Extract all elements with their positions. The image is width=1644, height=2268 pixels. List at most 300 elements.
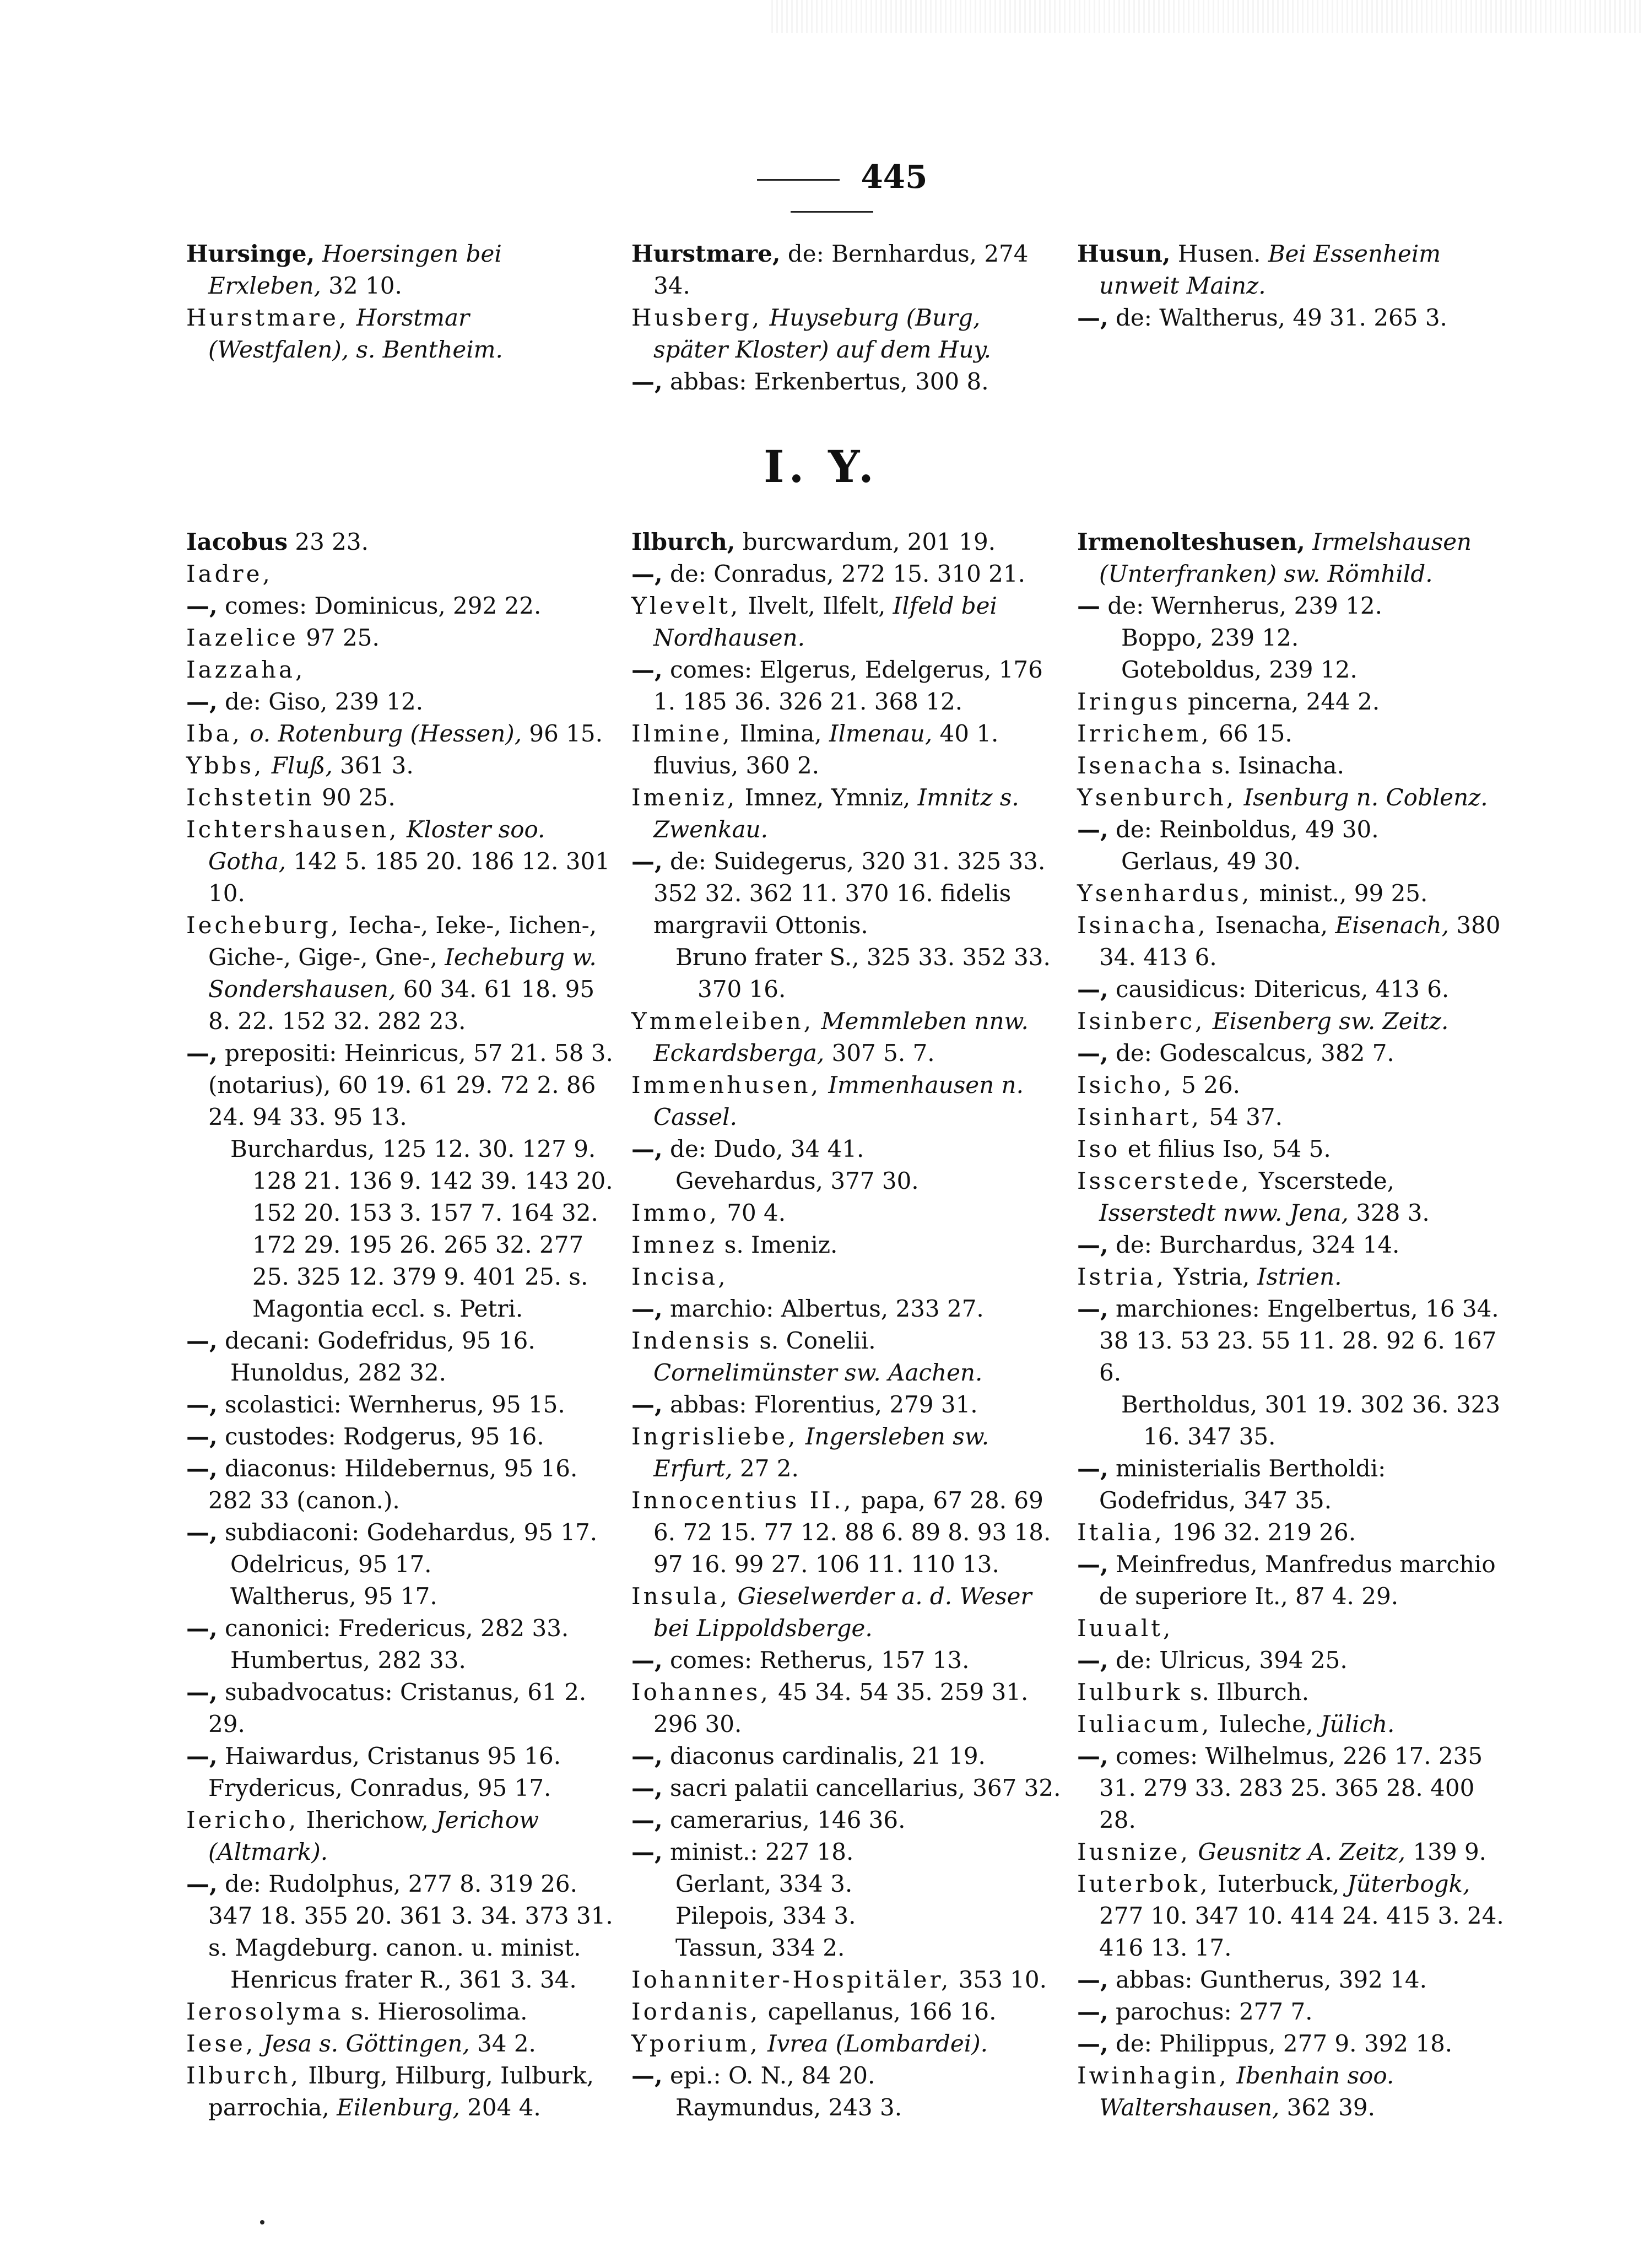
index-entry xyxy=(186,750,616,782)
index-entry xyxy=(631,1005,1061,1069)
entry-references: Haiwardus, Cristanus 95 16. Frydericus, Conradus, 95 17. xyxy=(208,1742,561,1801)
index-entry xyxy=(631,1133,1061,1165)
index-entry xyxy=(631,654,1061,718)
entry-references: Hoersingen bei Erxleben, 32 10. xyxy=(208,240,502,299)
entry-headword: —, xyxy=(1077,1040,1108,1067)
entry-references: abbas: Guntherus, 392 14. xyxy=(1108,1966,1427,1993)
index-entry xyxy=(186,1868,616,1964)
entry-headword: —, xyxy=(186,1615,218,1642)
entry-references: Goteboldus, 239 12. xyxy=(1121,656,1358,683)
entry-references: Burchardus, 125 12. 30. 127 9. 128 21. 136 9. 142 39. 143 20. 152 20. 153 3. 157 7. 164 32. 172 29. 195 26. 265 32. 277 25. 325 12. 379 9. 401 25. s. Magontia eccl. s. Petri. xyxy=(230,1135,613,1322)
entry-references: s. Imeniz. xyxy=(717,1231,838,1258)
entry-headword: Husberg, xyxy=(631,304,762,331)
entry-headword: Iadre, xyxy=(186,560,273,587)
entry-references: de: Philippus, 277 9. 392 18. xyxy=(1108,2030,1453,2057)
index-entry xyxy=(1077,238,1507,302)
entry-references: et filius Iso, 54 5. xyxy=(1120,1135,1331,1162)
entry-references: s. Isinacha. xyxy=(1204,752,1344,779)
index-entry xyxy=(186,622,616,654)
entry-headword: Iordanis, xyxy=(631,1998,761,2025)
entry-headword: —, xyxy=(631,560,663,587)
entry-headword: —, xyxy=(631,368,663,395)
index-subentry xyxy=(1077,846,1507,878)
entry-headword: —, xyxy=(1077,1295,1108,1322)
entry-headword: Ylevelt, xyxy=(631,592,741,619)
entry-headword: Isinacha, xyxy=(1077,912,1208,939)
entry-headword: —, xyxy=(186,592,218,619)
entry-references: de: Suidegerus, 320 31. 325 33. 352 32. 362 11. 370 16. fidelis margravii Ottonis. xyxy=(653,848,1046,939)
entry-references: Boppo, 239 12. xyxy=(1121,624,1299,651)
entry-references: epi.: O. N., 84 20. xyxy=(662,2062,875,2089)
index-entry xyxy=(1077,1261,1507,1293)
index-entry xyxy=(186,590,616,622)
entry-references: scolastici: Wernherus, 95 15. xyxy=(217,1391,565,1418)
index-entry xyxy=(1077,302,1507,334)
index-entry xyxy=(186,1740,616,1804)
entry-headword: Ichtershausen, xyxy=(186,816,399,843)
entry-references: de: Burchardus, 324 14. xyxy=(1108,1231,1400,1258)
stray-mark xyxy=(260,2220,264,2224)
index-entry xyxy=(1077,1293,1507,1389)
entry-headword: Iso xyxy=(1077,1135,1121,1162)
entry-headword: —, xyxy=(631,1391,663,1418)
entry-references: 5 26. xyxy=(1173,1071,1241,1098)
entry-headword: Ilburch, xyxy=(631,528,736,555)
index-subentry xyxy=(186,1964,616,1996)
entry-references: Yscerstede, Isserstedt nww. Jena, 328 3. xyxy=(1099,1167,1430,1226)
index-entry xyxy=(1077,1549,1507,1612)
entry-references: Tassun, 334 2. xyxy=(675,1934,845,1961)
entry-references: 90 25. xyxy=(314,784,396,811)
entry-headword: Iusnize, xyxy=(1077,1838,1191,1865)
index-subentry xyxy=(186,1644,616,1676)
entry-references: de: Waltherus, 49 31. 265 3. xyxy=(1108,304,1447,331)
entry-headword: —, xyxy=(186,1870,218,1897)
entry-headword: Irrichem, xyxy=(1077,720,1212,747)
index-entry xyxy=(631,846,1061,941)
index-entry xyxy=(631,526,1061,558)
entry-references: abbas: Florentius, 279 31. xyxy=(662,1391,978,1418)
entry-references: Ilmina, Ilmenau, 40 1. fluvius, 360 2. xyxy=(653,720,999,779)
index-entry xyxy=(1077,814,1507,846)
entry-references: de: Godescalcus, 382 7. xyxy=(1108,1040,1394,1067)
entry-headword: —, xyxy=(186,1519,218,1546)
entry-headword: —, xyxy=(1077,1231,1108,1258)
entry-references: Iuleche, Jülich. xyxy=(1212,1711,1395,1737)
entry-references: canonici: Fredericus, 282 33. xyxy=(217,1615,569,1642)
index-entry xyxy=(1077,878,1507,910)
index-entry xyxy=(631,1836,1061,1868)
entry-references: Jesa s. Göttingen, 34 2. xyxy=(263,2030,536,2057)
entry-references: Raymundus, 243 3. xyxy=(675,2094,902,2121)
entry-headword: —, xyxy=(1077,304,1108,331)
page-number-left-rule xyxy=(757,179,840,181)
entry-references: Pilepois, 334 3. xyxy=(675,1902,856,1929)
entry-references: Gerlant, 334 3. xyxy=(675,1870,853,1897)
index-entry xyxy=(1077,910,1507,973)
entry-headword: —, xyxy=(186,1327,218,1354)
index-entry xyxy=(631,1740,1061,1772)
index-entry xyxy=(186,302,616,366)
index-entry xyxy=(186,718,616,750)
entry-references: de: Conradus, 272 15. 310 21. xyxy=(662,560,1025,587)
index-entry xyxy=(186,1421,616,1453)
entry-references: Henricus frater R., 361 3. 34. xyxy=(230,1966,577,1993)
index-entry xyxy=(631,1580,1061,1644)
entry-headword: Iericho, xyxy=(186,1806,299,1833)
entry-headword: —, xyxy=(631,848,663,875)
index-entry xyxy=(186,1804,616,1868)
index-entry xyxy=(1077,2060,1507,2124)
entry-references: subadvocatus: Cristanus, 61 2. 29. xyxy=(208,1679,587,1737)
entry-references: 45 34. 54 35. 259 31. 296 30. xyxy=(653,1679,1029,1737)
entry-headword: —, xyxy=(1077,1551,1108,1578)
entry-references: Isenburg n. Coblenz. xyxy=(1243,784,1488,811)
index-entry xyxy=(186,782,616,814)
entry-headword: —, xyxy=(631,1135,663,1162)
index-column-3 xyxy=(1077,526,1507,2124)
entry-headword: —, xyxy=(1077,1966,1108,1993)
entry-headword: —, xyxy=(631,1647,663,1674)
entry-references: minist., 99 25. xyxy=(1252,880,1428,907)
entry-references: s. Conelii. Cornelimünster sw. Aachen. xyxy=(653,1327,983,1386)
entry-references: capellanus, 166 16. xyxy=(760,1998,997,2025)
entry-headword: —, xyxy=(631,656,663,683)
entry-headword: Italia, xyxy=(1077,1519,1165,1546)
index-subentry xyxy=(186,1357,616,1389)
entry-headword: —, xyxy=(186,1742,218,1769)
entry-headword: Immenhusen, xyxy=(631,1071,821,1098)
entry-references: de: Ulricus, 394 25. xyxy=(1108,1647,1348,1674)
index-entry xyxy=(1077,1101,1507,1133)
entry-references: camerarius, 146 36. xyxy=(662,1806,906,1833)
index-entry xyxy=(1077,973,1507,1005)
entry-headword: —, xyxy=(1077,1742,1108,1769)
index-entry xyxy=(631,2060,1061,2092)
entry-headword: —, xyxy=(631,1774,663,1801)
index-entry xyxy=(186,1453,616,1517)
index-entry xyxy=(1077,686,1507,718)
index-entry xyxy=(1077,1708,1507,1740)
entry-references: 70 4. xyxy=(719,1199,786,1226)
entry-references: 97 25. xyxy=(298,624,380,651)
index-entry xyxy=(631,366,1061,398)
index-entry xyxy=(631,1261,1061,1293)
entry-references: parochus: 277 7. xyxy=(1108,1998,1313,2025)
entry-headword: Iringus xyxy=(1077,688,1181,715)
index-entry xyxy=(186,1517,616,1549)
index-entry xyxy=(1077,718,1507,750)
index-entry xyxy=(186,1389,616,1421)
entry-references: sacri palatii cancellarius, 367 32. xyxy=(662,1774,1061,1801)
entry-references: comes: Dominicus, 292 22. xyxy=(217,592,542,619)
index-entry xyxy=(1077,1612,1507,1644)
entry-headword: Ierosolyma xyxy=(186,1998,344,2025)
entry-headword: Incisa, xyxy=(631,1263,728,1290)
entry-headword: Hursinge, xyxy=(186,240,315,267)
entry-references: Immenhausen n. Cassel. xyxy=(653,1071,1024,1130)
entry-headword: —, xyxy=(1077,1647,1108,1674)
index-entry xyxy=(186,1676,616,1740)
entry-headword: Isenacha xyxy=(1077,752,1204,779)
index-subentry xyxy=(631,1868,1061,1900)
entry-references: subdiaconi: Godehardus, 95 17. xyxy=(217,1519,598,1546)
index-entry xyxy=(631,238,1061,302)
entry-headword: Imnez xyxy=(631,1231,717,1258)
entry-headword: Ysenhardus, xyxy=(1077,880,1252,907)
index-entry xyxy=(631,2028,1061,2060)
entry-references: de: Dudo, 34 41. xyxy=(662,1135,864,1162)
entry-headword: Iulburk xyxy=(1077,1679,1183,1706)
entry-references: pincerna, 244 2. xyxy=(1180,688,1380,715)
entry-references: s. Hierosolima. xyxy=(343,1998,528,2025)
entry-headword: —, xyxy=(1077,2030,1108,2057)
entry-headword: Iuterbok, xyxy=(1077,1870,1210,1897)
index-entry xyxy=(631,558,1061,590)
index-entry xyxy=(631,1325,1061,1389)
entry-references: Ivrea (Lombardei). xyxy=(767,2030,988,2057)
entry-references: de: Wernherus, 239 12. xyxy=(1100,592,1382,619)
index-entry xyxy=(631,1293,1061,1325)
entry-headword: Iacobus xyxy=(186,528,288,555)
top-column-2 xyxy=(631,238,1061,398)
entry-references: s. Ilburch. xyxy=(1182,1679,1310,1706)
index-entry xyxy=(1077,1229,1507,1261)
entry-headword: —, xyxy=(1077,1455,1108,1482)
page-number xyxy=(683,158,981,225)
entry-references: Odelricus, 95 17. xyxy=(230,1551,432,1578)
entry-headword: —, xyxy=(1077,816,1108,843)
index-entry xyxy=(1077,1133,1507,1165)
index-subentry xyxy=(631,1165,1061,1197)
entry-references: diaconus: Hildebernus, 95 16. 282 33 (canon.). xyxy=(208,1455,578,1514)
entry-headword: —, xyxy=(186,1391,218,1418)
entry-references: Waltherus, 95 17. xyxy=(230,1583,437,1610)
entry-references: burcwardum, 201 19. xyxy=(735,528,996,555)
index-entry xyxy=(631,1996,1061,2028)
entry-references: 196 32. 219 26. xyxy=(1164,1519,1356,1546)
entry-references: marchio: Albertus, 233 27. xyxy=(662,1295,984,1322)
index-entry xyxy=(1077,1453,1507,1517)
entry-references: ministerialis Bertholdi: Godefridus, 347 35. xyxy=(1099,1455,1386,1514)
index-entry xyxy=(186,1325,616,1357)
entry-headword: Ysenburch, xyxy=(1077,784,1237,811)
index-entry xyxy=(1077,1836,1507,1868)
entry-headword: Iohanniter-Hospitäler, xyxy=(631,1966,951,1993)
index-subentry xyxy=(1077,1389,1507,1453)
index-entry xyxy=(631,1389,1061,1421)
entry-headword: Isinhart, xyxy=(1077,1103,1202,1130)
index-entry xyxy=(631,1772,1061,1804)
index-subentry xyxy=(631,1932,1061,1964)
entry-references: comes: Retherus, 157 13. xyxy=(662,1647,970,1674)
index-entry xyxy=(631,1197,1061,1229)
entry-headword: Iohannes, xyxy=(631,1679,771,1706)
entry-references: o. Rotenburg (Hessen), 96 15. xyxy=(250,720,603,747)
entry-headword: Yporium, xyxy=(631,2030,760,2057)
entry-headword: Ilmine, xyxy=(631,720,733,747)
index-entry xyxy=(186,1996,616,2028)
entry-headword: —, xyxy=(631,1295,663,1322)
entry-references: de: Reinboldus, 49 30. xyxy=(1108,816,1379,843)
entry-references: Iuterbuck, Jüterbogk, 277 10. 347 10. 414 24. 415 3. 24. 416 13. 17. xyxy=(1099,1870,1504,1961)
entry-headword: Isscerstede, xyxy=(1077,1167,1252,1194)
index-entry xyxy=(1077,1037,1507,1069)
index-entry xyxy=(1077,590,1507,622)
index-entry xyxy=(631,1804,1061,1836)
index-entry xyxy=(186,1612,616,1644)
entry-headword: Indensis xyxy=(631,1327,752,1354)
index-entry xyxy=(1077,1740,1507,1836)
scan-edge-artifact xyxy=(771,0,1644,33)
entry-references: Husen. Bei Essenheim unweit Mainz. xyxy=(1099,240,1441,299)
entry-headword: —, xyxy=(1077,976,1108,1003)
entry-headword: Husun, xyxy=(1077,240,1171,267)
entry-headword: Ilburch, xyxy=(186,2062,301,2089)
entry-headword: Isicho, xyxy=(1077,1071,1174,1098)
index-subentry xyxy=(186,1549,616,1580)
index-subentry xyxy=(1077,654,1507,686)
entry-references: de: Giso, 239 12. xyxy=(217,688,424,715)
entry-references: Gerlaus, 49 30. xyxy=(1121,848,1301,875)
entry-references: Eisenberg sw. Zeitz. xyxy=(1212,1008,1449,1035)
index-entry xyxy=(631,1485,1061,1580)
entry-references: causidicus: Ditericus, 413 6. xyxy=(1108,976,1450,1003)
index-entry xyxy=(1077,782,1507,814)
entry-references: Huyseburg (Burg, später Kloster) auf dem Huy. xyxy=(653,304,991,363)
entry-headword: —, xyxy=(186,688,218,715)
entry-references: Ystria, Istrien. xyxy=(1166,1263,1342,1290)
index-entry xyxy=(186,1037,616,1133)
index-subentry xyxy=(631,1900,1061,1932)
entry-references: diaconus cardinalis, 21 19. xyxy=(662,1742,986,1769)
entry-references: Iecha-, Ieke-, Iichen-, Giche-, Gige-, Gne-, Iecheburg w. Sondershausen, 60 34. 61 18. 95 8. 22. 152 32. 282 23. xyxy=(208,912,597,1035)
index-entry xyxy=(186,2060,616,2124)
entry-references: Irmelshausen (Unterfranken) sw. Römhild. xyxy=(1099,528,1472,587)
index-entry xyxy=(631,590,1061,654)
entry-references: prepositi: Heinricus, 57 21. 58 3. (notarius), 60 19. 61 29. 72 2. 86 24. 94 33. 95 13. xyxy=(208,1040,613,1130)
entry-references: abbas: Erkenbertus, 300 8. xyxy=(662,368,989,395)
entry-headword: Hurstmare, xyxy=(186,304,349,331)
entry-headword: Hurstmare, xyxy=(631,240,781,267)
index-entry xyxy=(631,1069,1061,1133)
index-entry xyxy=(1077,750,1507,782)
index-entry xyxy=(1077,1964,1507,1996)
entry-references: Gieselwerder a. d. Weser bei Lippoldsberge. xyxy=(653,1583,1032,1642)
index-entry xyxy=(1077,2028,1507,2060)
entry-headword: —, xyxy=(1077,1998,1108,2025)
entry-headword: —, xyxy=(631,1742,663,1769)
index-entry xyxy=(631,1421,1061,1485)
entry-headword: Innocentius II., xyxy=(631,1487,854,1514)
entry-references: Horstmar (Westfalen), s. Bentheim. xyxy=(208,304,503,363)
entry-references: Hunoldus, 282 32. xyxy=(230,1359,446,1386)
entry-headword: — xyxy=(1077,592,1100,619)
entry-references: Iherichow, Jerichow (Altmark). xyxy=(208,1806,539,1865)
index-entry xyxy=(1077,1644,1507,1676)
entry-references: Humbertus, 282 33. xyxy=(230,1647,466,1674)
entry-references: minist.: 227 18. xyxy=(662,1838,854,1865)
index-column-1 xyxy=(186,526,616,2124)
entry-references: Kloster soo. Gotha, 142 5. 185 20. 186 12. 301 10. xyxy=(208,816,610,907)
entry-references: Meinfredus, Manfredus marchio de superiore It., 87 4. 29. xyxy=(1099,1551,1496,1610)
entry-references: Gevehardus, 377 30. xyxy=(675,1167,919,1194)
entry-headword: Ingrisliebe, xyxy=(631,1423,798,1450)
entry-headword: Iuualt, xyxy=(1077,1615,1173,1642)
entry-headword: Ichstetin xyxy=(186,784,315,811)
index-entry xyxy=(631,1964,1061,1996)
entry-headword: Istria, xyxy=(1077,1263,1166,1290)
entry-references: Ilburg, Hilburg, Iulburk, parrochia, Eilenburg, 204 4. xyxy=(208,2062,594,2121)
entry-references: marchiones: Engelbertus, 16 34. 38 13. 53 23. 55 11. 28. 92 6. 167 6. xyxy=(1099,1295,1499,1386)
index-entry xyxy=(186,910,616,1037)
index-entry xyxy=(631,782,1061,846)
top-column-3 xyxy=(1077,238,1507,334)
section-heading: I. Y. xyxy=(764,441,878,492)
entry-headword: Insula, xyxy=(631,1583,731,1610)
index-entry xyxy=(186,558,616,590)
index-entry xyxy=(186,814,616,910)
index-subentry xyxy=(1077,622,1507,654)
entry-headword: —, xyxy=(631,1838,663,1865)
entry-headword: Irmenolteshusen, xyxy=(1077,528,1305,555)
entry-headword: Ybbs, xyxy=(186,752,264,779)
index-entry xyxy=(1077,526,1507,590)
entry-references: Imnez, Ymniz, Imnitz s. Zwenkau. xyxy=(653,784,1019,843)
entry-headword: Immo, xyxy=(631,1199,720,1226)
index-entry xyxy=(186,654,616,686)
entry-headword: Iwinhagin, xyxy=(1077,2062,1229,2089)
entry-headword: —, xyxy=(631,2062,663,2089)
index-entry xyxy=(631,1676,1061,1740)
index-column-2 xyxy=(631,526,1061,2124)
entry-references: comes: Elgerus, Edelgerus, 176 1. 185 36. 326 21. 368 12. xyxy=(653,656,1043,715)
index-entry xyxy=(631,1644,1061,1676)
entry-headword: —, xyxy=(631,1806,663,1833)
entry-references: Memmleben nnw. Eckardsberga, 307 5. 7. xyxy=(653,1008,1029,1067)
entry-references: papa, 67 28. 69 6. 72 15. 77 12. 88 6. 89 8. 93 18. 97 16. 99 27. 106 11. 110 13. xyxy=(653,1487,1051,1578)
index-entry xyxy=(186,2028,616,2060)
top-column-1 xyxy=(186,238,616,366)
entry-references: Isenacha, Eisenach, 380 34. 413 6. xyxy=(1099,912,1501,971)
entry-references: Bruno frater S., 325 33. 352 33. 370 16. xyxy=(675,944,1051,1003)
index-subentry xyxy=(186,1133,616,1325)
index-entry xyxy=(1077,1868,1507,1964)
entry-references: Ilvelt, Ilfelt, Ilfeld bei Nordhausen. xyxy=(653,592,997,651)
index-entry xyxy=(186,238,616,302)
entry-references: 66 15. xyxy=(1211,720,1293,747)
index-entry xyxy=(1077,1005,1507,1037)
entry-references: decani: Godefridus, 95 16. xyxy=(217,1327,536,1354)
index-entry xyxy=(1077,1069,1507,1101)
entry-headword: Iazzaha, xyxy=(186,656,306,683)
entry-headword: Imeniz, xyxy=(631,784,738,811)
entry-references: Ingersleben sw. Erfurt, 27 2. xyxy=(653,1423,989,1482)
index-entry xyxy=(631,1229,1061,1261)
entry-references: custodes: Rodgerus, 95 16. xyxy=(217,1423,544,1450)
entry-headword: Iese, xyxy=(186,2030,256,2057)
entry-references: 23 23. xyxy=(288,528,369,555)
entry-references: Ibenhain soo. Waltershausen, 362 39. xyxy=(1099,2062,1394,2121)
entry-headword: Ymmeleiben, xyxy=(631,1008,814,1035)
entry-references: 353 10. xyxy=(951,1966,1047,1993)
index-subentry xyxy=(631,941,1061,1005)
index-entry xyxy=(631,718,1061,782)
entry-references: de: Rudolphus, 277 8. 319 26. 347 18. 355 20. 361 3. 34. 373 31. s. Magdeburg. canon. u. minist. xyxy=(208,1870,613,1961)
entry-headword: —, xyxy=(186,1040,218,1067)
entry-references: comes: Wilhelmus, 226 17. 235 31. 279 33. 283 25. 365 28. 400 28. xyxy=(1099,1742,1483,1833)
entry-headword: Iazelice xyxy=(186,624,299,651)
